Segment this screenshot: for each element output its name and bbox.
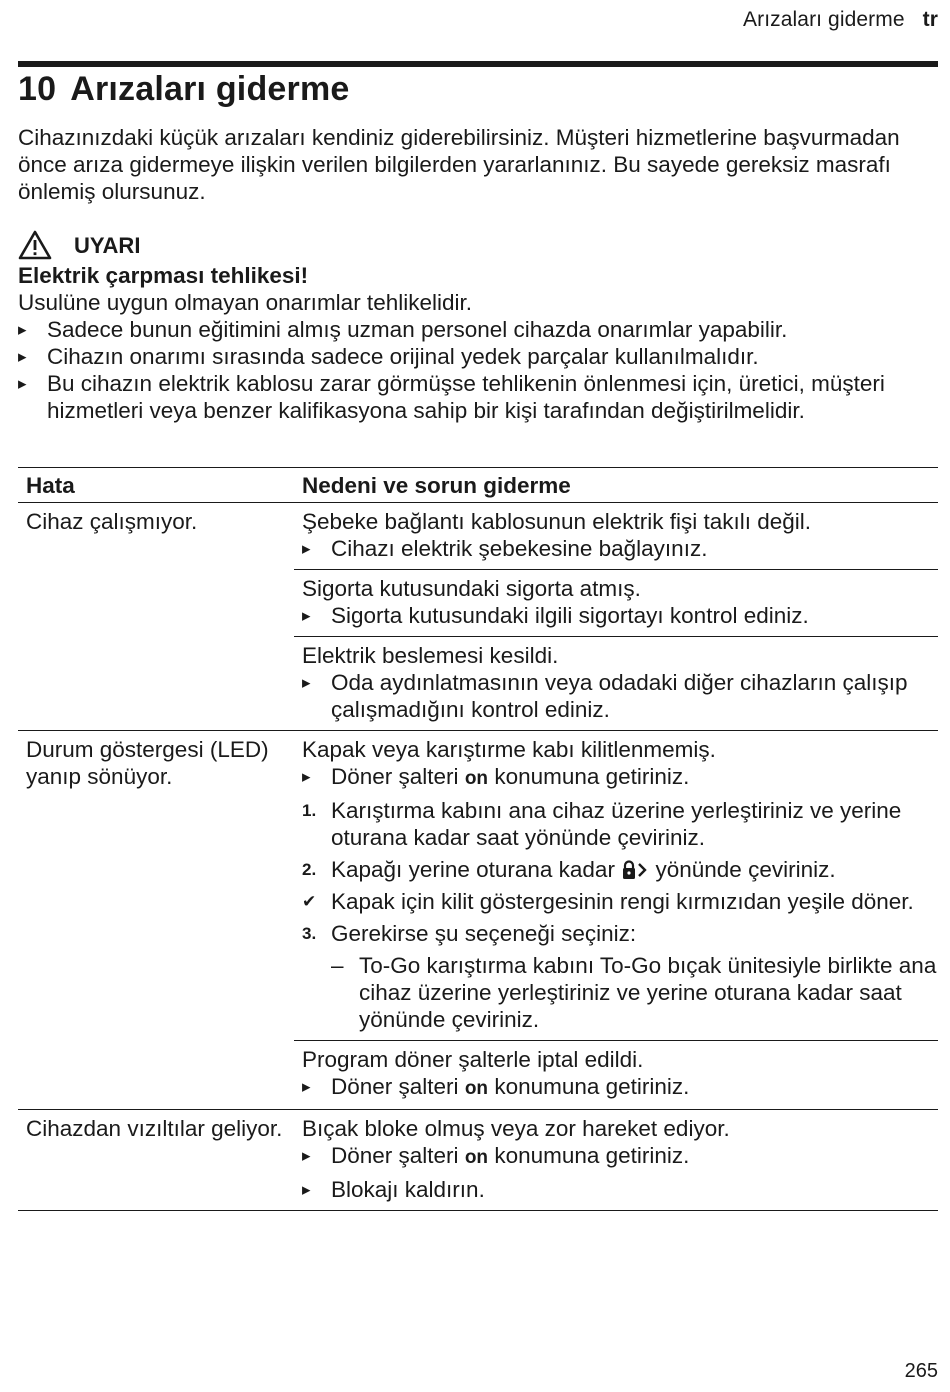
- table-header: [18, 467, 938, 503]
- action-step: ▸ Oda aydınlatmasının veya odadaki diğer cihazların çalışıp çalışmadığını kontrol ediniz.: [302, 670, 908, 722]
- cause-text: Sigorta kutusundaki sigorta atmış.: [302, 576, 641, 601]
- fault-cell: Durum göstergesi (LED) yanıp sönüyor.: [26, 737, 269, 789]
- action-step: ▸ Döner şalteri on konumuna getiriniz.: [302, 1143, 690, 1168]
- table-row: [18, 731, 938, 1110]
- triangle-bullet-icon: ▸: [302, 1146, 311, 1165]
- warning-block: [18, 228, 933, 424]
- switch-position-on: on: [464, 768, 489, 789]
- page-number: 265: [904, 1360, 938, 1382]
- header-fault: Hata: [26, 472, 75, 498]
- fault-cell: Cihazdan vızıltılar geliyor.: [26, 1116, 283, 1141]
- triangle-bullet-icon: ▸: [302, 539, 311, 558]
- warning-bullet: ▸ Bu cihazın elektrik kablosu zarar görmüşse tehlikenin önlenmesi için, üretici, müşteri hizmetleri veya benzer kalifikasyona sahip bir kişi tarafından değiştirilmelidir.: [18, 370, 933, 424]
- cause-text: Program döner şalterle iptal edildi.: [302, 1047, 644, 1072]
- warning-title: Elektrik çarpması tehlikesi!: [18, 263, 309, 288]
- cause-text: Kapak veya karıştırme kabı kilitlenmemiş.: [302, 737, 716, 762]
- triangle-bullet-icon: ▸: [302, 606, 311, 625]
- result-step: ✔ Kapak için kilit göstergesinin rengi kırmızıdan yeşile döner.: [302, 889, 914, 914]
- chapter-number: 10: [18, 70, 57, 108]
- warning-label: UYARI: [74, 232, 141, 258]
- cause-text: Bıçak bloke olmuş veya zor hareket ediyor.: [302, 1116, 730, 1141]
- triangle-bullet-icon: ▸: [302, 673, 311, 692]
- warning-header: [18, 228, 933, 262]
- triangle-bullet-icon: ▸: [302, 767, 311, 786]
- cause-cell: [294, 1040, 938, 1109]
- intro-paragraph: Cihazınızdaki küçük arızaları kendiniz giderebilirsiniz. Müşteri hizmetlerine başvurmadan önce arıza gidermeye ilişkin verilen bilgilerden yararlanınız. Bu sayede gereksiz masrafı önlemiş olursunuz.: [18, 125, 900, 204]
- language-code: tr: [922, 8, 938, 31]
- header-rule: [18, 61, 938, 67]
- cause-cell: [294, 731, 938, 1040]
- troubleshooting-table: [18, 467, 938, 1211]
- header-cause: Nedeni ve sorun giderme: [302, 472, 571, 498]
- running-header-section: Arızaları giderme: [743, 8, 905, 31]
- numbered-step: 3. Gerekirse şu seçeneği seçiniz:: [302, 921, 637, 946]
- cause-cell: [294, 1110, 938, 1210]
- action-step: ▸ Blokajı kaldırın.: [302, 1177, 485, 1202]
- warning-bullet: ▸ Cihazın onarımı sırasında sadece orijinal yedek parçalar kullanılmalıdır.: [18, 343, 933, 370]
- lock-arrow-icon: [621, 860, 649, 880]
- chapter-title: [18, 70, 350, 109]
- cause-cell: [294, 636, 938, 730]
- cause-cell: [294, 569, 938, 636]
- action-step: ▸ Cihazı elektrik şebekesine bağlayınız.: [302, 536, 708, 561]
- warning-bullet: ▸ Sadece bunun eğitimini almış uzman personel cihazda onarımlar yapabilir.: [18, 316, 933, 343]
- warning-text: Usulüne uygun olmayan onarımlar tehlikelidir.: [18, 290, 472, 315]
- switch-position-on: on: [464, 1078, 489, 1099]
- numbered-step: 2. Kapağı yerine oturana kadar yönünde çeviriniz.: [302, 857, 836, 882]
- fault-cell: Cihaz çalışmıyor.: [26, 509, 198, 534]
- action-step: ▸ Sigorta kutusundaki ilgili sigortayı kontrol ediniz.: [302, 603, 809, 628]
- cause-text: Şebeke bağlantı kablosunun elektrik fişi takılı değil.: [302, 509, 812, 534]
- running-header: [743, 8, 938, 32]
- triangle-bullet-icon: ▸: [302, 1077, 311, 1096]
- action-step: ▸ Döner şalteri on konumuna getiriniz.: [302, 764, 690, 789]
- chapter-title-text: Arızaları giderme: [70, 70, 350, 108]
- check-icon: ✔: [302, 892, 317, 911]
- table-row: [18, 1110, 938, 1211]
- switch-position-on: on: [464, 1147, 489, 1168]
- warning-triangle-icon: [18, 230, 52, 260]
- numbered-step: 1. Karıştırma kabını ana cihaz üzerine yerleştiriniz ve yerine oturana kadar saat yönünde çeviriniz.: [302, 798, 902, 850]
- cause-text: Elektrik beslemesi kesildi.: [302, 643, 559, 668]
- action-step: ▸ Döner şalteri on konumuna getiriniz.: [302, 1074, 690, 1099]
- option-item: – To-Go karıştırma kabını To-Go bıçak ünitesiyle birlikte ana cihaz üzerine yerleştiriniz ve yerine oturana kadar saat yönünde çeviriniz.: [331, 953, 937, 1032]
- cause-cell: [294, 503, 938, 569]
- table-row: [18, 503, 938, 731]
- triangle-bullet-icon: ▸: [302, 1180, 311, 1199]
